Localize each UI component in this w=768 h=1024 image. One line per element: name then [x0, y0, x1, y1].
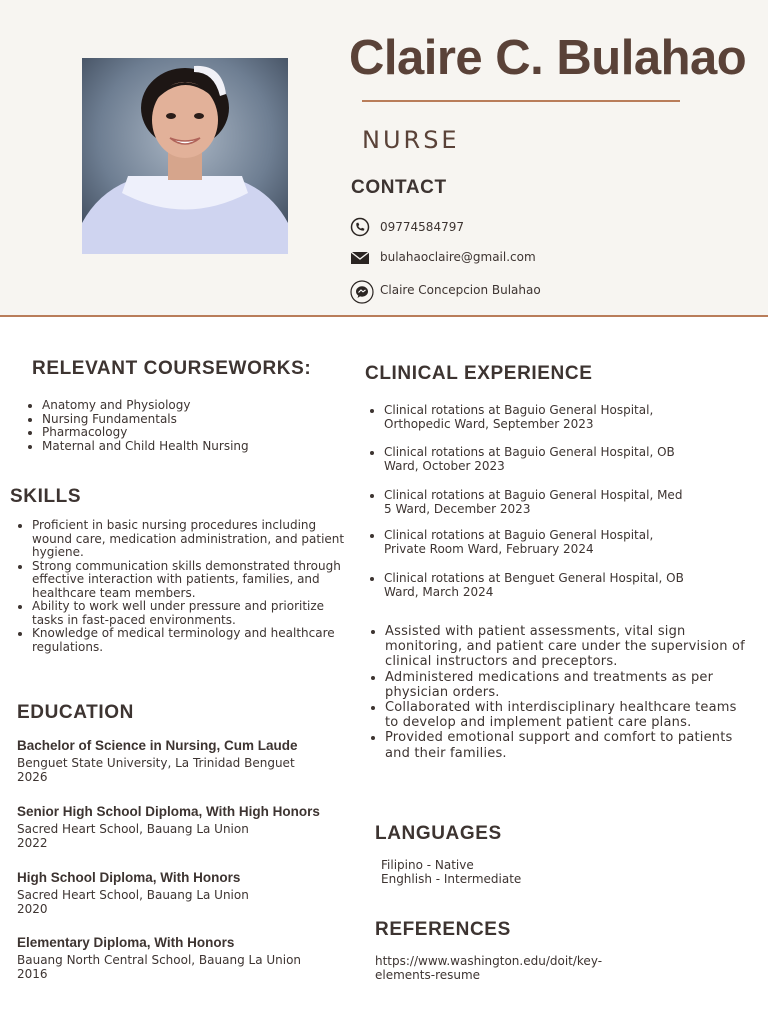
school-name: Bauang North Central School, Bauang La Union — [17, 953, 302, 967]
list-item: • Clinical rotations at Baguio General Hospital, Med 5 Ward, December 2023 — [384, 489, 684, 516]
list-item: • Clinical rotations at Benguet General Hospital, OB Ward, March 2024 — [384, 572, 684, 599]
languages-list — [381, 859, 521, 886]
list-item: • Collaborated with interdisciplinary healthcare teams to develop and implement patient care plans. — [385, 700, 745, 730]
references-heading: REFERENCES — [375, 919, 511, 940]
skills-heading: SKILLS — [10, 486, 82, 507]
graduation-year: 2026 — [17, 769, 48, 784]
messenger-name: Claire Concepcion Bulahao — [380, 283, 541, 297]
school-name: Sacred Heart School, Bauang La Union — [17, 822, 249, 836]
languages-heading: LANGUAGES — [375, 823, 502, 844]
phone-number: 09774584797 — [380, 220, 464, 234]
list-item: • Pharmacology — [42, 426, 342, 440]
phone-icon — [350, 217, 370, 240]
messenger-icon — [350, 280, 374, 307]
clinical-experience-heading: CLINICAL EXPERIENCE — [365, 363, 593, 384]
courseworks-heading: RELEVANT COURSEWORKS: — [32, 358, 312, 379]
education-heading: EDUCATION — [17, 702, 134, 723]
list-item: • Assisted with patient assessments, vital sign monitoring, and patient care under the supervision of clinical instructors and preceptors. — [385, 624, 745, 670]
language-item: Enghlish - Intermediate — [381, 871, 522, 886]
skills-list — [10, 519, 347, 654]
graduation-year: 2020 — [17, 901, 48, 916]
education-entry — [17, 935, 362, 981]
graduation-year: 2016 — [17, 966, 48, 981]
job-title: NURSE — [362, 126, 460, 154]
degree-title: High School Diploma, With Honors — [17, 870, 241, 885]
education-entry — [17, 804, 362, 850]
contact-heading: CONTACT — [351, 177, 447, 198]
list-item: • Strong communication skills demonstrated through effective interaction with patients, families, and healthcare team members. — [32, 560, 347, 601]
clinical-duties-list — [363, 624, 745, 761]
list-item: • Knowledge of medical terminology and healthcare regulations. — [32, 627, 347, 654]
language-item: Filipino - Native — [381, 858, 474, 872]
header-band — [0, 0, 768, 317]
graduation-year: 2022 — [17, 835, 48, 850]
profile-photo — [82, 58, 288, 254]
education-entry — [17, 738, 362, 784]
candidate-name: Claire C. Bulahao — [349, 31, 747, 85]
list-item: • Administered medications and treatments as per physician orders. — [385, 670, 745, 700]
list-item: • Clinical rotations at Baguio General Hospital, Orthopedic Ward, September 2023 — [384, 404, 684, 431]
reference-link[interactable]: https://www.washington.edu/doit/key-elements-resume — [375, 954, 603, 982]
courseworks-list — [20, 399, 342, 453]
list-item: • Clinical rotations at Baguio General Hospital, OB Ward, October 2023 — [384, 446, 684, 473]
degree-title: Elementary Diploma, With Honors — [17, 935, 235, 950]
list-item: • Clinical rotations at Baguio General Hospital, Private Room Ward, February 2024 — [384, 529, 684, 556]
name-divider — [362, 100, 680, 102]
email-address[interactable]: bulahaoclaire@gmail.com — [380, 250, 536, 264]
list-item: • Anatomy and Physiology — [42, 399, 342, 413]
degree-title: Bachelor of Science in Nursing, Cum Laude — [17, 738, 298, 753]
list-item: • Maternal and Child Health Nursing — [42, 440, 342, 454]
list-item: • Provided emotional support and comfort to patients and their families. — [385, 730, 745, 760]
school-name: Sacred Heart School, Bauang La Union — [17, 888, 249, 902]
list-item: • Proficient in basic nursing procedures including wound care, medication administration, and patient hygiene. — [32, 519, 347, 560]
degree-title: Senior High School Diploma, With High Honors — [17, 804, 320, 819]
email-icon — [350, 250, 370, 269]
list-item: • Nursing Fundamentals — [42, 413, 342, 427]
list-item: • Ability to work well under pressure and prioritize tasks in fast-paced environments. — [32, 600, 347, 627]
school-name: Benguet State University, La Trinidad Benguet — [17, 756, 295, 770]
education-entry — [17, 870, 362, 916]
